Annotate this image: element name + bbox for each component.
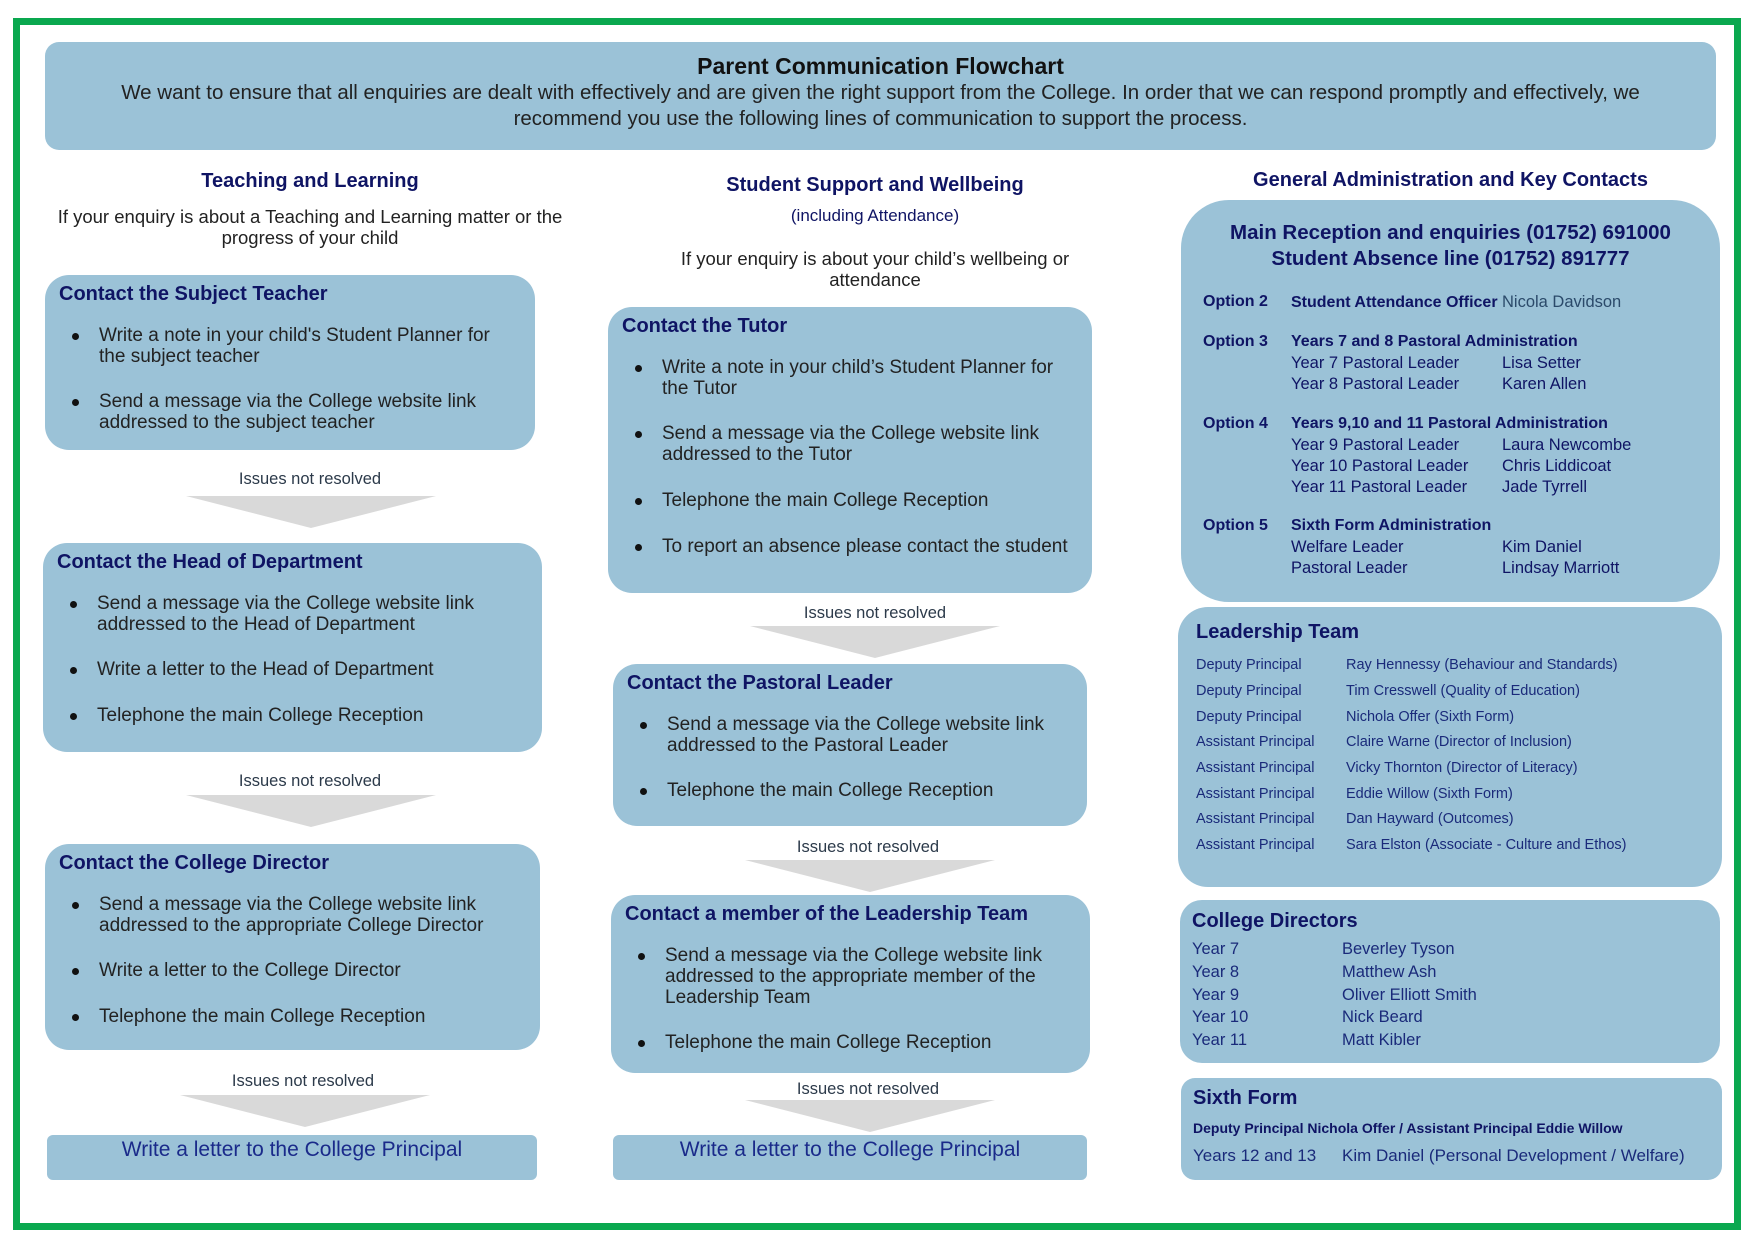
leader-role: Assistant Principal [1196,811,1315,827]
director-year: Year 11 [1192,1031,1248,1049]
option-name: Chris Liddicoat [1502,457,1612,475]
step-item: Write a letter to the College Director [59,960,526,981]
step-item: Write a note in your child's Student Planner for the subject teacher [59,325,521,367]
director-year: Year 10 [1192,1008,1249,1026]
step-item: Send a message via the College website link addressed to the subject teacher [59,391,521,433]
leader-role: Deputy Principal [1196,657,1302,673]
leadership-title: Leadership Team [1196,621,1360,643]
leader-role: Assistant Principal [1196,734,1315,750]
step-item: Write a letter to the Head of Department [57,659,528,680]
flow-label: Issues not resolved [796,838,940,856]
director-year: Year 7 [1192,940,1240,958]
leader-name: Nichola Offer (Sixth Form) [1346,709,1515,725]
step-item: Telephone the main College Reception [627,780,1073,801]
step-title: Contact the Head of Department [57,551,363,573]
sixth-form-contact: Kim Daniel (Personal Development / Welfare) [1342,1146,1685,1165]
step-head-of-department [43,543,542,752]
option-name: Lindsay Marriott [1502,559,1620,577]
step-item: Telephone the main College Reception [59,1006,526,1027]
option-label: Option 5 [1203,517,1268,534]
director-name: Oliver Elliott Smith [1342,986,1477,1004]
admin-heading: General Administration and Key Contacts [1253,169,1648,191]
down-arrow-icon [750,626,1000,658]
step-item: Send a message via the College website link addressed to the Tutor [622,423,1078,465]
director-name: Matt Kibler [1342,1031,1421,1049]
flow-label: Issues not resolved [238,772,382,790]
sixth-form-title: Sixth Form [1193,1087,1298,1109]
absence-phone: Student Absence line (01752) 891777 [1271,247,1630,270]
option-role: Pastoral Leader [1291,559,1408,577]
option-role: Year 8 Pastoral Leader [1291,375,1460,393]
step-title: Contact the Pastoral Leader [627,672,893,694]
step-title: Contact the Subject Teacher [59,283,328,305]
option-name: Lisa Setter [1502,354,1581,372]
reception-phone: Main Reception and enquiries (01752) 691000 [1230,221,1671,244]
option-name: Laura Newcombe [1502,436,1632,454]
director-year: Year 9 [1192,986,1240,1004]
flow-label: Issues not resolved [238,470,382,488]
down-arrow-icon [186,795,436,827]
step-item: Send a message via the College website link addressed to the Head of Department [57,593,528,635]
flow-label: Issues not resolved [803,604,947,622]
leader-name: Eddie Willow (Sixth Form) [1346,786,1513,802]
leader-name: Ray Hennessy (Behaviour and Standards) [1346,657,1618,673]
leader-name: Tim Cresswell (Quality of Education) [1346,683,1580,699]
teaching-heading: Teaching and Learning [201,170,419,192]
down-arrow-icon [745,1100,995,1132]
support-heading: Student Support and Wellbeing [726,174,1024,196]
down-arrow-icon [180,1095,430,1127]
option-name: Karen Allen [1502,375,1587,393]
director-name: Matthew Ash [1342,963,1437,981]
step-pastoral-leader [613,664,1087,826]
option-title: Sixth Form Administration [1291,517,1492,534]
write-to-principal: Write a letter to the College Principal [613,1135,1087,1180]
leader-name: Dan Hayward (Outcomes) [1346,811,1514,827]
teaching-subtitle: If your enquiry is about a Teaching and Learning matter or the progress of your child [57,206,563,248]
option-title: Years 9,10 and 11 Pastoral Administration [1291,415,1608,432]
college-directors-panel [1180,900,1720,1063]
sixth-form-years: Years 12 and 13 [1193,1146,1317,1165]
leadership-team-panel [1178,607,1722,887]
step-item: Send a message via the College website link addressed to the appropriate member of the Leadership Team [625,945,1076,1008]
step-leadership-team [611,895,1090,1073]
step-item: Send a message via the College website link addressed to the appropriate College Director [59,894,526,936]
leader-role: Assistant Principal [1196,786,1315,802]
flow-label: Issues not resolved [796,1080,940,1098]
step-item: Telephone the main College Reception [622,490,1078,511]
directors-title: College Directors [1192,910,1358,932]
step-title: Contact the Tutor [622,315,788,337]
leader-role: Assistant Principal [1196,837,1315,853]
sixth-form-panel [1181,1078,1722,1180]
leader-name: Vicky Thornton (Director of Literacy) [1346,760,1578,776]
option-title [1291,293,1621,312]
option-role: Year 9 Pastoral Leader [1291,436,1460,454]
support-note: (including Attendance) [790,206,960,225]
down-arrow-icon [186,496,436,528]
step-item: Telephone the main College Reception [625,1032,1076,1053]
reception-contacts [1181,200,1720,602]
step-title: Contact a member of the Leadership Team [625,903,1029,925]
step-item: Write a note in your child’s Student Planner for the Tutor [622,357,1078,399]
step-college-director [45,844,540,1050]
step-subject-teacher [45,275,535,450]
leader-role: Deputy Principal [1196,683,1302,699]
leader-name: Claire Warne (Director of Inclusion) [1346,734,1572,750]
option-name: Jade Tyrrell [1502,478,1587,496]
leader-name: Sara Elston (Associate - Culture and Ethos) [1346,837,1627,853]
option-contact-name: Nicola Davidson [1502,293,1622,311]
header-banner [45,42,1716,150]
page-title: Parent Communication Flowchart [697,53,1064,79]
flow-label: Issues not resolved [231,1072,375,1090]
step-item: To report an absence please contact the student [622,536,1078,557]
write-to-principal: Write a letter to the College Principal [47,1135,537,1180]
option-heading: Student Attendance Officer [1291,294,1498,311]
step-title: Contact the College Director [59,852,330,874]
down-arrow-icon [745,860,995,892]
option-label: Option 3 [1203,333,1268,350]
option-title: Years 7 and 8 Pastoral Administration [1291,333,1578,350]
director-name: Beverley Tyson [1342,940,1455,958]
sixth-form-leads: Deputy Principal Nichola Offer / Assistant Principal Eddie Willow [1193,1120,1623,1136]
leader-role: Deputy Principal [1196,709,1302,725]
option-name: Kim Daniel [1502,538,1582,556]
step-tutor [608,307,1092,593]
intro-text: We want to ensure that all enquiries are dealt with effectively and are given the right support from the College. In order that we can respond promptly and effectively, we recommend you use the following lines of communication to support the process. [121,81,1640,130]
director-year: Year 8 [1192,963,1240,981]
support-subtitle: If your enquiry is about your child’s wellbeing or attendance [680,248,1070,290]
option-role: Year 10 Pastoral Leader [1291,457,1469,475]
option-label: Option 4 [1203,415,1268,432]
step-item: Send a message via the College website link addressed to the Pastoral Leader [627,714,1073,756]
option-role: Year 7 Pastoral Leader [1291,354,1460,372]
option-role: Welfare Leader [1291,538,1404,556]
step-item: Telephone the main College Reception [57,705,528,726]
option-role: Year 11 Pastoral Leader [1291,478,1468,496]
leader-role: Assistant Principal [1196,760,1315,776]
option-label: Option 2 [1203,293,1268,310]
director-name: Nick Beard [1342,1008,1423,1026]
